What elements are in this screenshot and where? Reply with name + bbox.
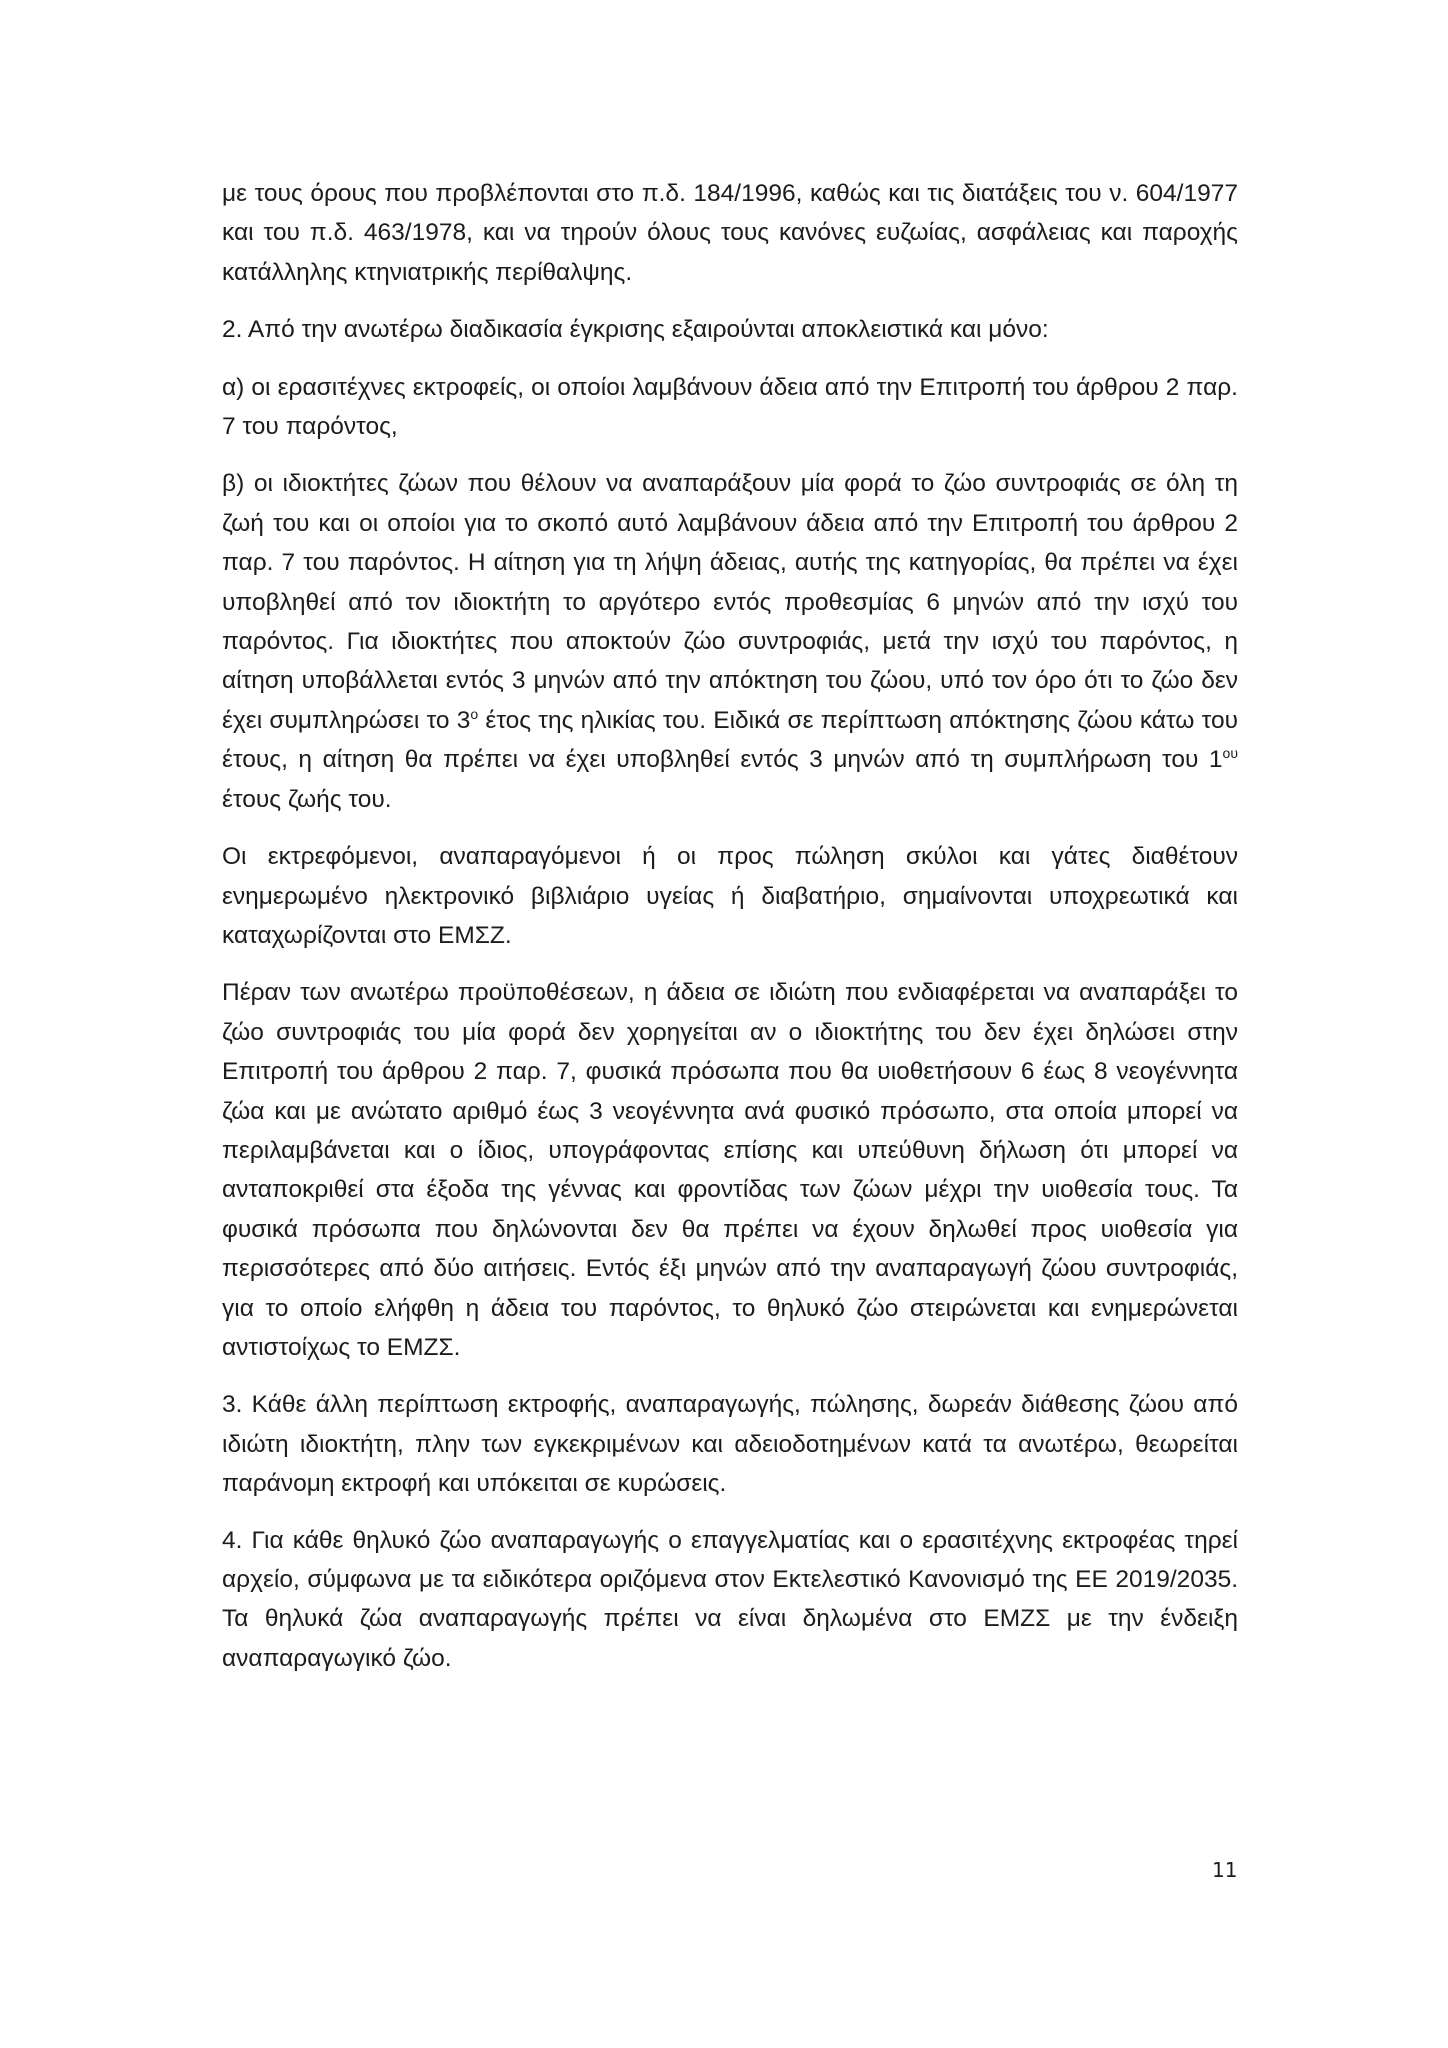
paragraph-4-records: 4. Για κάθε θηλυκό ζώο αναπαραγωγής ο επαγγελματίας και ο ερασιτέχνης εκτροφέας τηρεί αρχείο, σύμφωνα με τα ειδικότερα οριζόμενα στον Εκτελεστικό Κανονισμό της ΕΕ 2019/2035. Τα θηλυκά ζώα αναπαραγωγής πρέπει να είναι δηλωμένα στο ΕΜΖΣ με την ένδειξη αναπαραγωγικό ζώο.	[222, 1526, 1238, 1672]
paragraph-2b-text-3: έτους ζωής του.	[222, 785, 392, 813]
paragraph-conditions: με τους όρους που προβλέπονται στο π.δ. 184/1996, καθώς και τις διατάξεις του ν. 604/1977 και του π.δ. 463/1978, και να τηρούν όλους τους κανόνες ευζωίας, ασφάλειας και παροχής κατάλληλης κτηνιατρικής περίθαλψης.	[222, 180, 1238, 286]
paragraph-2b-owners	[222, 464, 1238, 819]
paragraph-2-exemptions: 2. Από την ανωτέρω διαδικασία έγκρισης εξαιρούνται αποκλειστικά και μόνο:	[222, 316, 1049, 344]
paragraph-adoption-conditions: Πέραν των ανωτέρω προϋποθέσεων, η άδεια σε ιδιώτη που ενδιαφέρεται να αναπαράξει το ζώο συντροφιάς του μία φορά δεν χορηγείται αν ο ιδιοκτήτης του δεν έχει δηλώσει στην Επιτροπή του άρθρου 2 παρ. 7, φυσικά πρόσωπα που θα υιοθετήσουν 6 έως 8 νεογέννητα ζώα και με ανώτατο αριθμό έως 3 νεογέννητα ανά φυσικό πρόσωπο, στα οποία μπορεί να περιλαμβάνεται και ο ίδιος, υπογράφοντας επίσης και υπεύθυνη δήλωση ότι μπορεί να ανταποκριθεί στα έξοδα της γέννας και φροντίδας των ζώων μέχρι την υιοθεσία τους. Τα φυσικά πρόσωπα που δηλώνονται δεν θα πρέπει να έχουν δηλωθεί προς υιοθεσία για περισσότερες από δύο αιτήσεις. Εντός έξι μηνών από την αναπαραγωγή ζώου συντροφιάς, για το οποίο ελήφθη η άδεια του παρόντος, το θηλυκό ζώο στειρώνεται και ενημερώνεται αντιστοίχως το ΕΜΖΣ.	[222, 979, 1238, 1361]
paragraph-3-illegal-breeding: 3. Κάθε άλλη περίπτωση εκτροφής, αναπαραγωγής, πώλησης, δωρεάν διάθεσης ζώου από ιδιώτη ιδιοκτήτη, πλην των εγκεκριμένων και αδειοδοτημένων κατά τα ανωτέρω, θεωρείται παράνομη εκτροφή και υπόκειται σε κυρώσεις.	[222, 1391, 1238, 1498]
page-number: 11	[1212, 1858, 1238, 1882]
paragraph-registration: Οι εκτρεφόμενοι, αναπαραγόμενοι ή οι προς πώληση σκύλοι και γάτες διαθέτουν ενημερωμένο ηλεκτρονικό βιβλιάριο υγείας ή διαβατήριο, σημαίνονται υποχρεωτικά και καταχωρίζονται στο ΕΜΣΖ.	[222, 843, 1238, 949]
paragraph-2a-amateur-breeders: α) οι ερασιτέχνες εκτροφείς, οι οποίοι λαμβάνουν άδεια από την Επιτροπή του άρθρου 2 παρ. 7 του παρόντος,	[222, 373, 1238, 441]
superscript-ordinal-3: ο	[470, 705, 479, 722]
paragraph-2b-text-1: β) οι ιδιοκτήτες ζώων που θέλουν να αναπαράξουν μία φορά το ζώο συντροφιάς σε όλη τη ζωή του και οι οποίοι για το σκοπό αυτό λαμβάνουν άδεια από την Επιτροπή του άρθρου 2 παρ. 7 του παρόντος. Η αίτηση για τη λήψη άδειας, αυτής της κατηγορίας, θα πρέπει να έχει υποβληθεί από τον ιδιοκτήτη το αργότερο εντός προθεσμίας 6 μηνών από την ισχύ του παρόντος. Για ιδιοκτήτες που αποκτούν ζώο συντροφιάς, μετά την ισχύ του παρόντος, η αίτηση υποβάλλεται εντός 3 μηνών από την απόκτηση του ζώου, υπό τον όρο ότι το ζώο δεν έχει συμπληρώσει το 3	[222, 470, 1238, 734]
superscript-ordinal-1: ου	[1222, 745, 1238, 762]
paragraph-2b-text-2: έτος της ηλικίας του. Ειδικά σε περίπτωση απόκτησης ζώου κάτω του έτους, η αίτηση θα πρέπει να έχει υποβληθεί εντός 3 μηνών από τη συμπλήρωση του 1	[222, 706, 1238, 774]
document-body	[222, 174, 1238, 1696]
